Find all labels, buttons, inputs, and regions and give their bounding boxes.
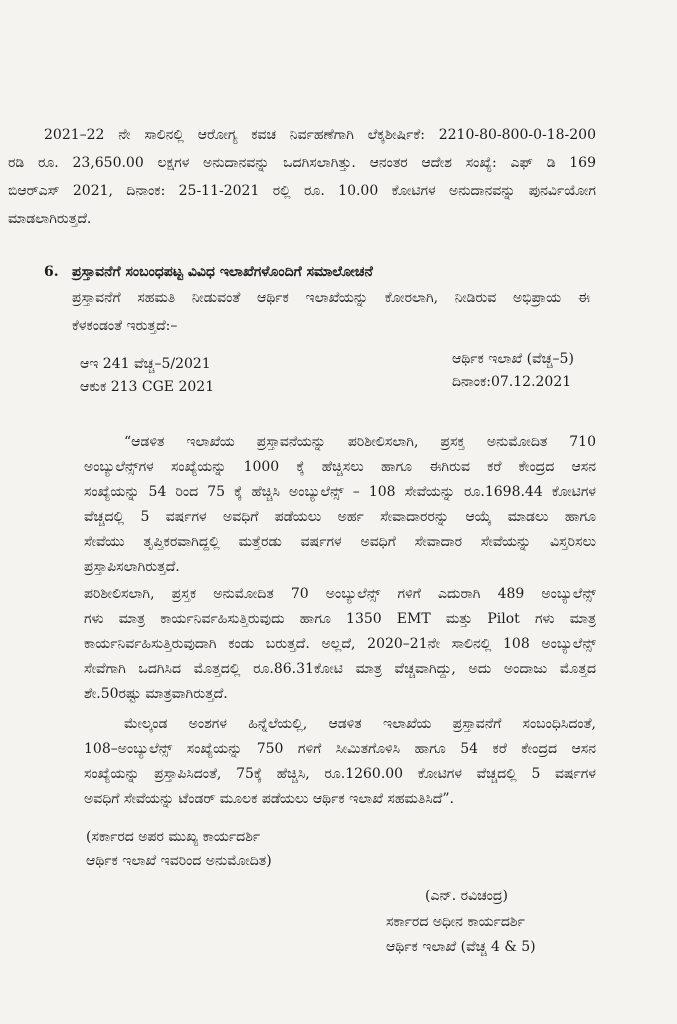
intro-line-2: ರಡಿ ರೂ. 23,650.00 ಲಕ್ಷಗಳ ಅನುದಾನವನ್ನು ಒದಗಿಸಲಾಗಿತ್ತು. ಆನಂತರ ಆದೇಶ ಸಂಖ್ಯೆ: ಎಫ್ ಡಿ 169 — [8, 155, 596, 171]
quote-p1-line-5: ಸೇವೆಯು ತೃಪ್ತಿಕರವಾಗಿದ್ದಲ್ಲಿ ಮತ್ತೆರಡು ವರ್ಷಗಳ ಅವಧಿಗೆ ಸೇವಾದಾರ ಸೇವೆಯನ್ನು ವಿಸ್ತರಿಸಲು — [84, 534, 596, 550]
quote-p3-line-1: ಮೇಲ್ಕಂಡ ಅಂಶಗಳ ಹಿನ್ನೆಲೆಯಲ್ಲಿ, ಆಡಳಿತ ಇಲಾಖೆಯ ಪ್ರಸ್ತಾವನೆಗೆ ಸಂಬಂಧಿಸಿದಂತೆ, — [124, 716, 596, 732]
section-heading: ಪ್ರಸ್ತಾವನೆಗೆ ಸಂಬಂಧಪಟ್ಟ ವಿವಿಧ ಇಲಾಖೆಗಳೊಂದಿಗೆ ಸಮಾಲೋಚನೆ — [72, 264, 373, 280]
ref-right-1: ಆರ್ಥಿಕ ಇಲಾಖೆ (ವೆಚ್ಚ–5) — [452, 351, 574, 367]
ref-right-2: ದಿನಾಂಕ:07.12.2021 — [452, 374, 572, 390]
quote-p2-line-3: ಕಾರ್ಯನಿರ್ವಹಿಸುತ್ತಿರುವುದಾಗಿ ಕಂಡು ಬರುತ್ತದೆ. ಅಲ್ಲದೆ, 2020–21ನೇ ಸಾಲಿನಲ್ಲಿ 108 ಅಂಬ್ಯುಲೆನ್ಸ್ — [84, 636, 596, 652]
quote-p1-line-4: ವೆಚ್ಚದಲ್ಲಿ 5 ವರ್ಷಗಳ ಅವಧಿಗೆ ಪಡೆಯಲು ಅರ್ಹ ಸೇವಾದಾರರನ್ನು ಆಯ್ಕೆ ಮಾಡಲು ಹಾಗೂ — [84, 509, 596, 525]
signatory-department: ಆರ್ಥಿಕ ಇಲಾಖೆ (ವೆಚ್ಚ 4 & 5) — [386, 939, 536, 955]
ref-left-1: ಆಇ 241 ವೆಚ್ಚ–5/2021 — [80, 356, 211, 372]
quote-p3-line-3: ಸಂಖ್ಯೆಯನ್ನು ಪ್ರಸ್ತಾಪಿಸಿದಂತೆ, 75ಕ್ಕೆ ಹೆಚ್ಚಿಸಿ, ರೂ.1260.00 ಕೋಟಿಗಳ ವೆಚ್ಚದಲ್ಲಿ 5 ವರ್ಷಗಳ — [84, 766, 596, 782]
quote-p3-line-4: ಅವಧಿಗೆ ಸೇವೆಯನ್ನು ಟೆಂಡರ್ ಮೂಲಕ ಪಡೆಯಲು ಆರ್ಥಿಕ ಇಲಾಖೆ ಸಹಮತಿಸಿದೆ”. — [84, 791, 454, 807]
quote-p3-line-2: 108–ಅಂಬ್ಯುಲೆನ್ಸ್ ಸಂಖ್ಯೆಯನ್ನು 750 ಗಳಿಗೆ ಸೀಮಿತಗೊಳಿಸಿ ಹಾಗೂ 54 ಕರೆ ಕೇಂದ್ರದ ಆಸನ — [84, 741, 596, 757]
quote-p1-line-6: ಪ್ರಸ್ತಾಪಿಸಲಾಗಿರುತ್ತದೆ. — [84, 559, 180, 575]
intro-line-4: ಮಾಡಲಾಗಿರುತ್ತದೆ. — [8, 211, 92, 227]
signatory-name: (ಎನ್. ರವಿಚಂದ್ರ) — [425, 888, 508, 904]
quote-p2-line-2: ಗಳು ಮಾತ್ರ ಕಾರ್ಯನಿರ್ವಹಿಸುತ್ತಿರುವುದು ಹಾಗೂ 1350 EMT ಮತ್ತು Pilot ಗಳು ಮಾತ್ರ — [84, 611, 596, 627]
quote-p1-line-3: ಸಂಖ್ಯೆಯನ್ನು 54 ರಿಂದ 75 ಕ್ಕೆ ಹೆಚ್ಚಿಸಿ ಅಂಬ್ಯುಲೆನ್ಸ್ – 108 ಸೇವೆಯನ್ನು ರೂ.1698.44 ಕೋಟಿಗಳ — [84, 484, 596, 500]
intro-line-1: 2021–22 ನೇ ಸಾಲಿನಲ್ಲಿ ಆರೋಗ್ಯ ಕವಚ ನಿರ್ವಹಣೆಗಾಗಿ ಲೆಕ್ಕಶೀರ್ಷಿಕೆ: 2210-80-800-0-18-200 — [44, 127, 596, 143]
approval-line-1: (ಸರ್ಕಾರದ ಅಪರ ಮುಖ್ಯ ಕಾರ್ಯದರ್ಶಿ — [86, 829, 261, 845]
signatory-designation: ಸರ್ಕಾರದ ಅಧೀನ ಕಾರ್ಯದರ್ಶಿ — [386, 914, 525, 930]
ref-left-2: ಆಕುಕ 213 CGE 2021 — [80, 379, 215, 395]
quote-p1-line-1: “ಆಡಳಿತ ಇಲಾಖೆಯ ಪ್ರಸ್ತಾವನೆಯನ್ನು ಪರಿಶೀಲಿಸಲಾಗಿ, ಪ್ರಸಕ್ತ ಅನುಮೋದಿತ 710 — [124, 434, 596, 450]
quote-p2-line-4: ಸೇವೆಗಾಗಿ ಒದಗಿಸಿದ ಮೊತ್ತದಲ್ಲಿ ರೂ.86.31ಕೋಟಿ ಮಾತ್ರ ವೆಚ್ಚವಾಗಿದ್ದು, ಅದು ಅಂದಾಜು ಮೊತ್ತದ — [84, 661, 596, 677]
intro-line-3: ಬಿಆರ್‌ಎಸ್ 2021, ದಿನಾಂಕ: 25-11-2021 ರಲ್ಲಿ ರೂ. 10.00 ಕೋಟಿಗಳ ಅನುದಾನವನ್ನು ಪುನರ್ವಿಯೋಗ — [8, 183, 596, 199]
section-intro-line-1: ಪ್ರಸ್ತಾವನೆಗೆ ಸಹಮತಿ ನೀಡುವಂತೆ ಆರ್ಥಿಕ ಇಲಾಖೆಯನ್ನು ಕೋರಲಾಗಿ, ನೀಡಿರುವ ಅಭಿಪ್ರಾಯ ಈ — [72, 290, 590, 306]
approval-line-2: ಆರ್ಥಿಕ ಇಲಾಖೆ ಇವರಿಂದ ಅನುಮೋದಿತ) — [86, 853, 272, 869]
quote-p2-line-5: ಶೇ.50ರಷ್ಟು ಮಾತ್ರವಾಗಿರುತ್ತದೆ. — [84, 686, 228, 702]
section-number: 6. — [44, 264, 59, 280]
section-intro-line-2: ಕೆಳಕಂಡಂತೆ ಇರುತ್ತದೆ:– — [72, 318, 178, 334]
quote-p1-line-2: ಅಂಬ್ಯುಲೆನ್ಸ್‌ಗಳ ಸಂಖ್ಯೆಯನ್ನು 1000 ಕ್ಕೆ ಹೆಚ್ಚಿಸಲು ಹಾಗೂ ಈಗಿರುವ ಕರೆ ಕೇಂದ್ರದ ಆಸನ — [84, 459, 596, 475]
quote-p2-line-1: ಪರಿಶೀಲಿಸಲಾಗಿ, ಪ್ರಸ್ತಕ ಅನುಮೋದಿತ 70 ಅಂಬ್ಯುಲೆನ್ಸ್ ಗಳಿಗೆ ಎದುರಾಗಿ 489 ಅಂಬ್ಯುಲೆನ್ಸ್ — [84, 586, 596, 602]
